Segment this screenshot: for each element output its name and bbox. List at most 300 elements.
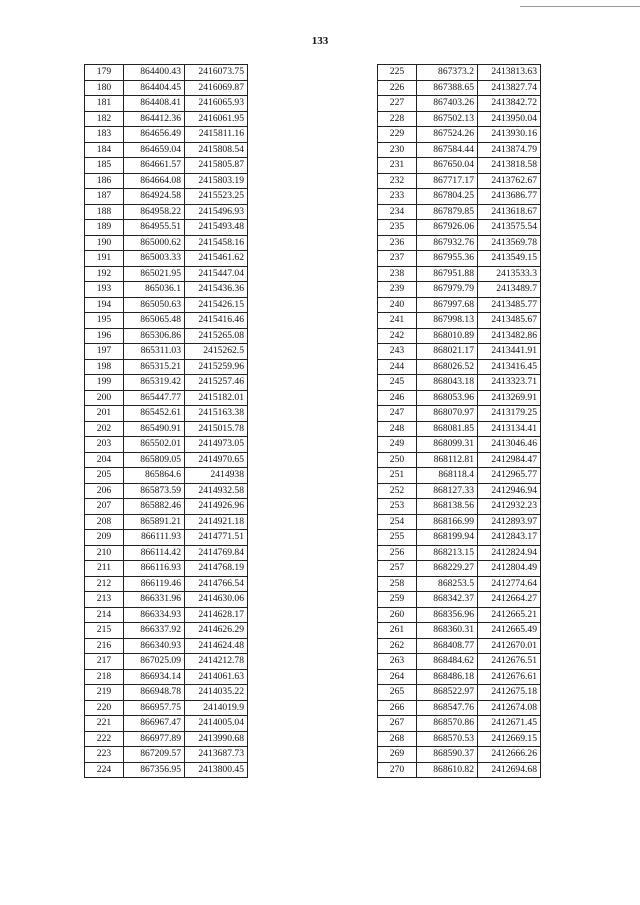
x-coordinate-cell: 868026.52 (417, 359, 478, 375)
x-coordinate-cell: 865050.63 (124, 297, 185, 313)
x-coordinate-cell: 867584.44 (417, 142, 478, 158)
point-number-cell: 241 (378, 313, 417, 329)
x-coordinate-cell: 866967.47 (124, 716, 185, 732)
table-row (378, 220, 541, 236)
point-number-cell: 230 (378, 142, 417, 158)
point-number-cell: 244 (378, 359, 417, 375)
table-row (378, 266, 541, 282)
point-number-cell: 216 (85, 638, 124, 654)
table-row (85, 80, 248, 96)
point-number-cell: 237 (378, 251, 417, 267)
x-coordinate-cell: 868360.31 (417, 623, 478, 639)
point-number-cell: 224 (85, 762, 124, 778)
x-coordinate-cell: 866957.75 (124, 700, 185, 716)
table-row (378, 623, 541, 639)
point-number-cell: 233 (378, 189, 417, 205)
point-number-cell: 190 (85, 235, 124, 251)
table-row (85, 359, 248, 375)
point-number-cell: 202 (85, 421, 124, 437)
point-number-cell: 187 (85, 189, 124, 205)
y-coordinate-cell: 2414035.22 (185, 685, 248, 701)
x-coordinate-cell: 865036.1 (124, 282, 185, 298)
y-coordinate-cell: 2412804.49 (478, 561, 541, 577)
y-coordinate-cell: 2413575.54 (478, 220, 541, 236)
table-row (378, 80, 541, 96)
point-number-cell: 267 (378, 716, 417, 732)
coordinate-table-right (377, 64, 541, 778)
table-row (85, 607, 248, 623)
y-coordinate-cell: 2412669.15 (478, 731, 541, 747)
y-coordinate-cell: 2412670.01 (478, 638, 541, 654)
point-number-cell: 253 (378, 499, 417, 515)
x-coordinate-cell: 868112.81 (417, 452, 478, 468)
table-row (85, 220, 248, 236)
x-coordinate-cell: 868356.96 (417, 607, 478, 623)
x-coordinate-cell: 868408.77 (417, 638, 478, 654)
point-number-cell: 207 (85, 499, 124, 515)
y-coordinate-cell: 2415182.01 (185, 390, 248, 406)
y-coordinate-cell: 2414938 (185, 468, 248, 484)
x-coordinate-cell: 866111.93 (124, 530, 185, 546)
table-row (85, 111, 248, 127)
table-row (378, 142, 541, 158)
point-number-cell: 234 (378, 204, 417, 220)
x-coordinate-cell: 868127.33 (417, 483, 478, 499)
point-number-cell: 221 (85, 716, 124, 732)
y-coordinate-cell: 2415496.93 (185, 204, 248, 220)
table-row (378, 328, 541, 344)
point-number-cell: 197 (85, 344, 124, 360)
y-coordinate-cell: 2413046.46 (478, 437, 541, 453)
point-number-cell: 181 (85, 96, 124, 112)
x-coordinate-cell: 867979.79 (417, 282, 478, 298)
table-row (85, 375, 248, 391)
x-coordinate-cell: 868342.37 (417, 592, 478, 608)
point-number-cell: 229 (378, 127, 417, 143)
y-coordinate-cell: 2412664.27 (478, 592, 541, 608)
point-number-cell: 263 (378, 654, 417, 670)
y-coordinate-cell: 2413416.45 (478, 359, 541, 375)
x-coordinate-cell: 867997.68 (417, 297, 478, 313)
table-row (85, 483, 248, 499)
x-coordinate-cell: 865502.01 (124, 437, 185, 453)
table-row (85, 437, 248, 453)
table-row (85, 716, 248, 732)
point-number-cell: 205 (85, 468, 124, 484)
y-coordinate-cell: 2415805.87 (185, 158, 248, 174)
table-row (378, 561, 541, 577)
x-coordinate-cell: 864659.04 (124, 142, 185, 158)
y-coordinate-cell: 2414926.96 (185, 499, 248, 515)
table-row (85, 685, 248, 701)
table-row (378, 545, 541, 561)
y-coordinate-cell: 2414768.19 (185, 561, 248, 577)
y-coordinate-cell: 2415265.08 (185, 328, 248, 344)
top-rule (520, 6, 640, 7)
x-coordinate-cell: 867524.26 (417, 127, 478, 143)
x-coordinate-cell: 867932.76 (417, 235, 478, 251)
point-number-cell: 255 (378, 530, 417, 546)
y-coordinate-cell: 2415523.25 (185, 189, 248, 205)
x-coordinate-cell: 868043.18 (417, 375, 478, 391)
x-coordinate-cell: 867209.57 (124, 747, 185, 763)
point-number-cell: 268 (378, 731, 417, 747)
table-row (378, 158, 541, 174)
x-coordinate-cell: 867804.25 (417, 189, 478, 205)
y-coordinate-cell: 2415262.5 (185, 344, 248, 360)
table-row (85, 762, 248, 778)
y-coordinate-cell: 2412946.94 (478, 483, 541, 499)
y-coordinate-cell: 2413549.15 (478, 251, 541, 267)
y-coordinate-cell: 2414970.65 (185, 452, 248, 468)
x-coordinate-cell: 864412.36 (124, 111, 185, 127)
table-row (378, 406, 541, 422)
y-coordinate-cell: 2415163.38 (185, 406, 248, 422)
y-coordinate-cell: 2415803.19 (185, 173, 248, 189)
x-coordinate-cell: 868199.94 (417, 530, 478, 546)
table-row (378, 344, 541, 360)
y-coordinate-cell: 2412671.45 (478, 716, 541, 732)
point-number-cell: 250 (378, 452, 417, 468)
point-number-cell: 231 (378, 158, 417, 174)
x-coordinate-cell: 865065.48 (124, 313, 185, 329)
point-number-cell: 189 (85, 220, 124, 236)
y-coordinate-cell: 2413842.72 (478, 96, 541, 112)
table-row (378, 514, 541, 530)
table-row (378, 204, 541, 220)
point-number-cell: 182 (85, 111, 124, 127)
point-number-cell: 226 (378, 80, 417, 96)
point-number-cell: 183 (85, 127, 124, 143)
point-number-cell: 258 (378, 576, 417, 592)
point-number-cell: 196 (85, 328, 124, 344)
y-coordinate-cell: 2414630.06 (185, 592, 248, 608)
table-row (378, 654, 541, 670)
y-coordinate-cell: 2414005.04 (185, 716, 248, 732)
x-coordinate-cell: 865882.46 (124, 499, 185, 515)
point-number-cell: 266 (378, 700, 417, 716)
point-number-cell: 212 (85, 576, 124, 592)
point-number-cell: 261 (378, 623, 417, 639)
x-coordinate-cell: 868229.27 (417, 561, 478, 577)
point-number-cell: 192 (85, 266, 124, 282)
y-coordinate-cell: 2412893.97 (478, 514, 541, 530)
point-number-cell: 254 (378, 514, 417, 530)
point-number-cell: 206 (85, 483, 124, 499)
table-row (378, 483, 541, 499)
x-coordinate-cell: 866340.93 (124, 638, 185, 654)
table-row (378, 716, 541, 732)
point-number-cell: 208 (85, 514, 124, 530)
y-coordinate-cell: 2415015.78 (185, 421, 248, 437)
x-coordinate-cell: 866119.46 (124, 576, 185, 592)
y-coordinate-cell: 2413818.58 (478, 158, 541, 174)
y-coordinate-cell: 2415436.36 (185, 282, 248, 298)
point-number-cell: 225 (378, 65, 417, 81)
point-number-cell: 209 (85, 530, 124, 546)
x-coordinate-cell: 864408.41 (124, 96, 185, 112)
x-coordinate-cell: 868213.15 (417, 545, 478, 561)
y-coordinate-cell: 2413269.91 (478, 390, 541, 406)
table-row (378, 747, 541, 763)
table-row (85, 731, 248, 747)
point-number-cell: 248 (378, 421, 417, 437)
point-number-cell: 243 (378, 344, 417, 360)
table-row (85, 204, 248, 220)
table-row (378, 421, 541, 437)
point-number-cell: 265 (378, 685, 417, 701)
table-row (85, 344, 248, 360)
table-row (378, 65, 541, 81)
point-number-cell: 193 (85, 282, 124, 298)
x-coordinate-cell: 867025.09 (124, 654, 185, 670)
y-coordinate-cell: 2413533.3 (478, 266, 541, 282)
table-row (85, 266, 248, 282)
y-coordinate-cell: 2413800.45 (185, 762, 248, 778)
point-number-cell: 257 (378, 561, 417, 577)
table-row (378, 452, 541, 468)
x-coordinate-cell: 865864.6 (124, 468, 185, 484)
x-coordinate-cell: 864664.08 (124, 173, 185, 189)
y-coordinate-cell: 2414061.63 (185, 669, 248, 685)
x-coordinate-cell: 864400.43 (124, 65, 185, 81)
y-coordinate-cell: 2412824.94 (478, 545, 541, 561)
y-coordinate-cell: 2415461.62 (185, 251, 248, 267)
point-number-cell: 246 (378, 390, 417, 406)
table-row (85, 747, 248, 763)
y-coordinate-cell: 2413990.68 (185, 731, 248, 747)
y-coordinate-cell: 2412932.23 (478, 499, 541, 515)
x-coordinate-cell: 865311.03 (124, 344, 185, 360)
table-row (85, 514, 248, 530)
x-coordinate-cell: 865319.42 (124, 375, 185, 391)
x-coordinate-cell: 868610.82 (417, 762, 478, 778)
table-row (378, 607, 541, 623)
x-coordinate-cell: 868253.5 (417, 576, 478, 592)
x-coordinate-cell: 867502.13 (417, 111, 478, 127)
y-coordinate-cell: 2415458.16 (185, 235, 248, 251)
y-coordinate-cell: 2412665.49 (478, 623, 541, 639)
x-coordinate-cell: 868053.96 (417, 390, 478, 406)
table-row (378, 437, 541, 453)
x-coordinate-cell: 865021.95 (124, 266, 185, 282)
x-coordinate-cell: 868070.97 (417, 406, 478, 422)
table-row (85, 700, 248, 716)
y-coordinate-cell: 2413569.78 (478, 235, 541, 251)
x-coordinate-cell: 868010.89 (417, 328, 478, 344)
point-number-cell: 214 (85, 607, 124, 623)
table-row (85, 421, 248, 437)
table-row (85, 561, 248, 577)
table-row (378, 390, 541, 406)
x-coordinate-cell: 865315.21 (124, 359, 185, 375)
x-coordinate-cell: 864404.45 (124, 80, 185, 96)
y-coordinate-cell: 2412676.61 (478, 669, 541, 685)
x-coordinate-cell: 866934.14 (124, 669, 185, 685)
y-coordinate-cell: 2414932.58 (185, 483, 248, 499)
x-coordinate-cell: 864924.58 (124, 189, 185, 205)
x-coordinate-cell: 865447.77 (124, 390, 185, 406)
table-row (85, 65, 248, 81)
table-row (85, 251, 248, 267)
x-coordinate-cell: 868081.85 (417, 421, 478, 437)
x-coordinate-cell: 866334.93 (124, 607, 185, 623)
y-coordinate-cell: 2412694.68 (478, 762, 541, 778)
y-coordinate-cell: 2413813.63 (478, 65, 541, 81)
table-row (378, 111, 541, 127)
table-row (85, 638, 248, 654)
y-coordinate-cell: 2413930.16 (478, 127, 541, 143)
x-coordinate-cell: 868522.97 (417, 685, 478, 701)
table-row (378, 731, 541, 747)
x-coordinate-cell: 866116.93 (124, 561, 185, 577)
y-coordinate-cell: 2413874.79 (478, 142, 541, 158)
table-row (378, 359, 541, 375)
x-coordinate-cell: 868484.62 (417, 654, 478, 670)
table-row (85, 142, 248, 158)
y-coordinate-cell: 2415808.54 (185, 142, 248, 158)
point-number-cell: 256 (378, 545, 417, 561)
point-number-cell: 218 (85, 669, 124, 685)
x-coordinate-cell: 867955.36 (417, 251, 478, 267)
point-number-cell: 215 (85, 623, 124, 639)
y-coordinate-cell: 2413323.71 (478, 375, 541, 391)
x-coordinate-cell: 868021.17 (417, 344, 478, 360)
point-number-cell: 242 (378, 328, 417, 344)
point-number-cell: 198 (85, 359, 124, 375)
y-coordinate-cell: 2415259.96 (185, 359, 248, 375)
x-coordinate-cell: 866331.96 (124, 592, 185, 608)
page-number: 133 (311, 35, 329, 47)
table-row (85, 313, 248, 329)
point-number-cell: 270 (378, 762, 417, 778)
table-row (85, 96, 248, 112)
point-number-cell: 252 (378, 483, 417, 499)
y-coordinate-cell: 2415447.04 (185, 266, 248, 282)
x-coordinate-cell: 868099.31 (417, 437, 478, 453)
table-row (85, 127, 248, 143)
y-coordinate-cell: 2414212.78 (185, 654, 248, 670)
point-number-cell: 186 (85, 173, 124, 189)
table-row (85, 297, 248, 313)
y-coordinate-cell: 2414019.9 (185, 700, 248, 716)
y-coordinate-cell: 2412984.47 (478, 452, 541, 468)
y-coordinate-cell: 2415426.15 (185, 297, 248, 313)
point-number-cell: 232 (378, 173, 417, 189)
x-coordinate-cell: 865452.61 (124, 406, 185, 422)
y-coordinate-cell: 2413482.86 (478, 328, 541, 344)
y-coordinate-cell: 2413762.67 (478, 173, 541, 189)
point-number-cell: 220 (85, 700, 124, 716)
x-coordinate-cell: 868486.18 (417, 669, 478, 685)
table-row (85, 592, 248, 608)
y-coordinate-cell: 2413485.67 (478, 313, 541, 329)
point-number-cell: 184 (85, 142, 124, 158)
table-row (378, 468, 541, 484)
table-row (378, 127, 541, 143)
table-row (85, 158, 248, 174)
point-number-cell: 199 (85, 375, 124, 391)
y-coordinate-cell: 2416069.87 (185, 80, 248, 96)
point-number-cell: 188 (85, 204, 124, 220)
x-coordinate-cell: 866977.89 (124, 731, 185, 747)
table-row (85, 189, 248, 205)
x-coordinate-cell: 868590.37 (417, 747, 478, 763)
y-coordinate-cell: 2413686.77 (478, 189, 541, 205)
point-number-cell: 210 (85, 545, 124, 561)
y-coordinate-cell: 2414624.48 (185, 638, 248, 654)
y-coordinate-cell: 2413489.7 (478, 282, 541, 298)
table-row (378, 762, 541, 778)
x-coordinate-cell: 867717.17 (417, 173, 478, 189)
x-coordinate-cell: 865306.86 (124, 328, 185, 344)
table-row (85, 452, 248, 468)
x-coordinate-cell: 865000.62 (124, 235, 185, 251)
y-coordinate-cell: 2415257.46 (185, 375, 248, 391)
y-coordinate-cell: 2413687.73 (185, 747, 248, 763)
y-coordinate-cell: 2416065.93 (185, 96, 248, 112)
point-number-cell: 217 (85, 654, 124, 670)
x-coordinate-cell: 867403.26 (417, 96, 478, 112)
point-number-cell: 251 (378, 468, 417, 484)
table-row (85, 623, 248, 639)
table-row (378, 669, 541, 685)
y-coordinate-cell: 2412774.64 (478, 576, 541, 592)
x-coordinate-cell: 867998.13 (417, 313, 478, 329)
point-number-cell: 249 (378, 437, 417, 453)
point-number-cell: 228 (378, 111, 417, 127)
table-row (378, 685, 541, 701)
table-row (378, 96, 541, 112)
point-number-cell: 179 (85, 65, 124, 81)
y-coordinate-cell: 2412674.08 (478, 700, 541, 716)
point-number-cell: 259 (378, 592, 417, 608)
point-number-cell: 201 (85, 406, 124, 422)
x-coordinate-cell: 864661.57 (124, 158, 185, 174)
table-row (85, 530, 248, 546)
y-coordinate-cell: 2413827.74 (478, 80, 541, 96)
point-number-cell: 227 (378, 96, 417, 112)
y-coordinate-cell: 2414921.18 (185, 514, 248, 530)
point-number-cell: 191 (85, 251, 124, 267)
point-number-cell: 238 (378, 266, 417, 282)
y-coordinate-cell: 2414771.51 (185, 530, 248, 546)
point-number-cell: 247 (378, 406, 417, 422)
x-coordinate-cell: 868138.56 (417, 499, 478, 515)
y-coordinate-cell: 2413134.41 (478, 421, 541, 437)
point-number-cell: 239 (378, 282, 417, 298)
y-coordinate-cell: 2412665.21 (478, 607, 541, 623)
point-number-cell: 185 (85, 158, 124, 174)
x-coordinate-cell: 865809.05 (124, 452, 185, 468)
table-row (378, 375, 541, 391)
y-coordinate-cell: 2416073.75 (185, 65, 248, 81)
y-coordinate-cell: 2414628.17 (185, 607, 248, 623)
coordinate-table-left (84, 64, 248, 778)
point-number-cell: 219 (85, 685, 124, 701)
x-coordinate-cell: 866114.42 (124, 545, 185, 561)
y-coordinate-cell: 2414766.54 (185, 576, 248, 592)
x-coordinate-cell: 867650.04 (417, 158, 478, 174)
table-row (378, 189, 541, 205)
x-coordinate-cell: 867926.06 (417, 220, 478, 236)
point-number-cell: 264 (378, 669, 417, 685)
point-number-cell: 235 (378, 220, 417, 236)
y-coordinate-cell: 2412965.77 (478, 468, 541, 484)
y-coordinate-cell: 2413950.04 (478, 111, 541, 127)
y-coordinate-cell: 2412666.26 (478, 747, 541, 763)
table-row (85, 390, 248, 406)
